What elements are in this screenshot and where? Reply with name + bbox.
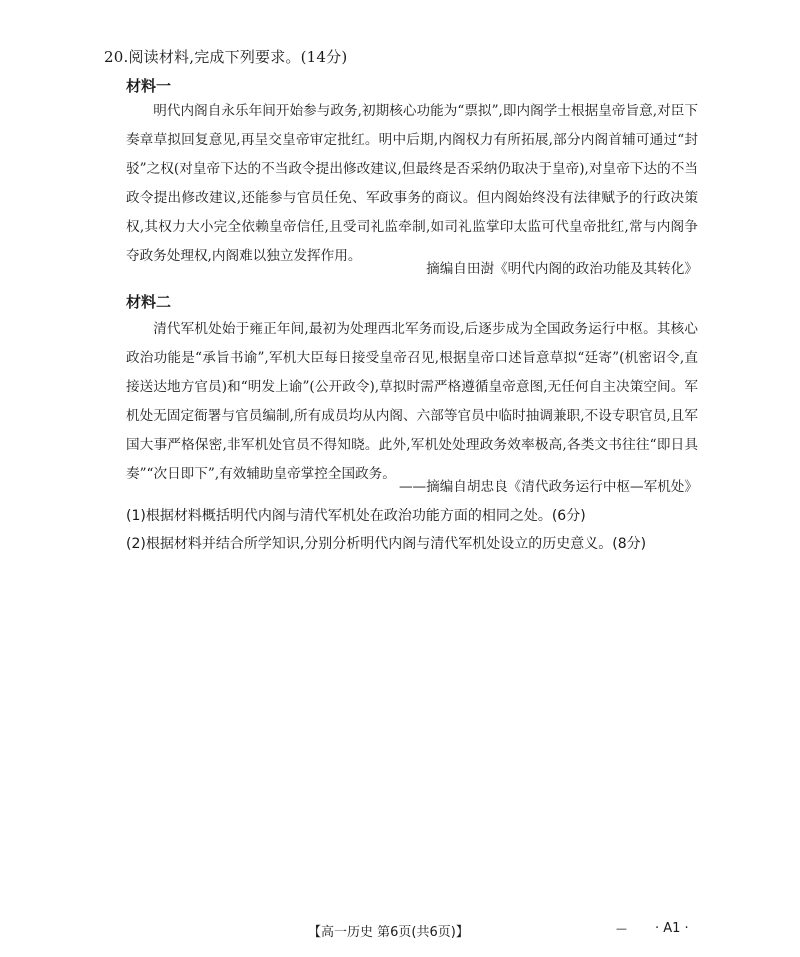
page-footer-label: 【高一历史 第6页(共6页)】 [308, 925, 469, 940]
footer-code: · A1 · [655, 921, 689, 936]
material-one-source: 摘编自田澍《明代内阁的政治功能及其转化》 [426, 261, 698, 277]
material-one-text: 明代内阁自永乐年间开始参与政务,初期核心功能为“票拟”,即内阁学士根据皇帝旨意,对臣下奏章草拟回复意见,再呈交皇帝审定批红。明中后期,内阁权力有所拓展,部分内阁首辅可通过“封驳”之权(对皇帝下达的不当政令提出修改建议,但最终是否采纳仍取决于皇帝),对皇帝下达的不当政令提出修改建议,还能参与官员任免、军政事务的商议。但内阁始终没有法律赋予的行政决策权,其权力大小完全依赖皇帝信任,且受司礼监牵制,如司礼监掌印太监可代皇帝批红,常与内阁争夺政务处理权,内阁难以独立发挥作用。 [126, 103, 698, 264]
material-two-heading: 材料二 [126, 293, 172, 311]
sub-question-1: (1)根据材料概括明代内阁与清代军机处在政治功能方面的相同之处。(6分) [126, 508, 586, 524]
material-two-source: ——摘编自胡忠良《清代政务运行中枢—军机处》 [398, 479, 698, 495]
question-title: 20.阅读材料,完成下列要求。(14分) [104, 48, 348, 66]
material-two-text: 清代军机处始于雍正年间,最初为处理西北军务而设,后逐步成为全国政务运行中枢。其核心政治功能是“承旨书谕”,军机大臣每日接受皇帝召见,根据皇帝口述旨意草拟“廷寄”(机密诏令,直接送达地方官员)和“明发上谕”(公开政令),草拟时需严格遵循皇帝意图,无任何自主决策空间。军机处无固定衙署与官员编制,所有成员均从内阁、六部等官员中临时抽调兼职,不设专职官员,且军国大事严格保密,非军机处官员不得知晓。此外,军机处处理政务效率极高,各类文书往往“即日具奏”“次日即下”,有效辅助皇帝掌控全国政务。 [126, 321, 698, 482]
sub-question-2: (2)根据材料并结合所学知识,分别分析明代内阁与清代军机处设立的历史意义。(8分) [126, 536, 647, 552]
material-one-heading: 材料一 [126, 77, 172, 95]
footer-mark: — [616, 922, 627, 935]
